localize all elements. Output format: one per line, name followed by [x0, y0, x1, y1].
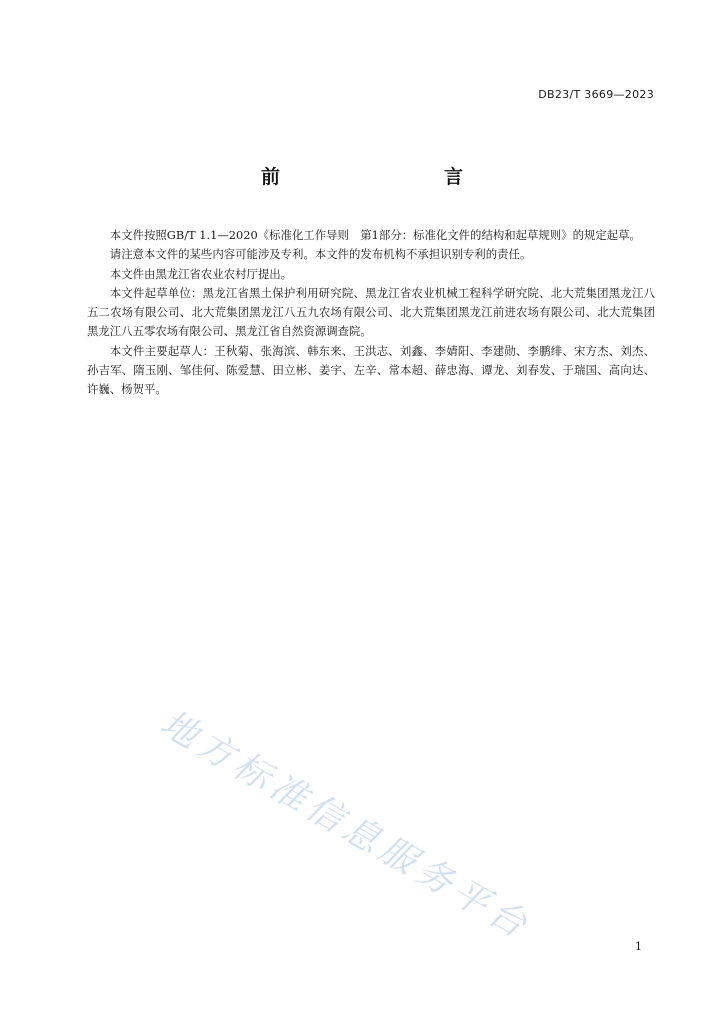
standard-code: DB23/T 3669—2023 — [538, 88, 654, 101]
paragraph-drafting-rules: 本文件按照GB/T 1.1—2020《标准化工作导则 第1部分：标准化文件的结构和起草规则》的规定起草。 — [109, 228, 641, 242]
foreword-body — [87, 226, 655, 400]
paragraph-patent-notice: 请注意本文件的某些内容可能涉及专利。本文件的发布机构不承担识别专利的责任。 — [109, 247, 532, 262]
page-title: 前 言 — [260, 166, 505, 188]
watermark: 地方标准信息服务平台 — [153, 702, 538, 949]
page-number: 1 — [635, 940, 642, 953]
paragraph-proposer: 本文件由黑龙江省农业农村厅提出。 — [109, 266, 293, 281]
paragraph-drafters: 本文件主要起草人：王秋菊、张海滨、韩东来、王洪志、刘鑫、李婧阳、李建勋、李鹏绯、宋方杰、刘杰、孙吉军、隋玉刚、邹佳何、陈爱慧、田立彬、姜宇、左辛、常本超、薛忠海、谭龙、刘春发、于瑞国、高向达、许巍、杨贺平。 — [87, 343, 655, 397]
paragraph-drafting-units: 本文件起草单位：黑龙江省黑土保护利用研究院、黑龙江省农业机械工程科学研究院、北大荒集团黑龙江八五二农场有限公司、北大荒集团黑龙江八五九农场有限公司、北大荒集团黑龙江前进农场有限公司、北大荒集团黑龙江八五零农场有限公司、黑龙江省自然资源调查院。 — [87, 285, 655, 339]
